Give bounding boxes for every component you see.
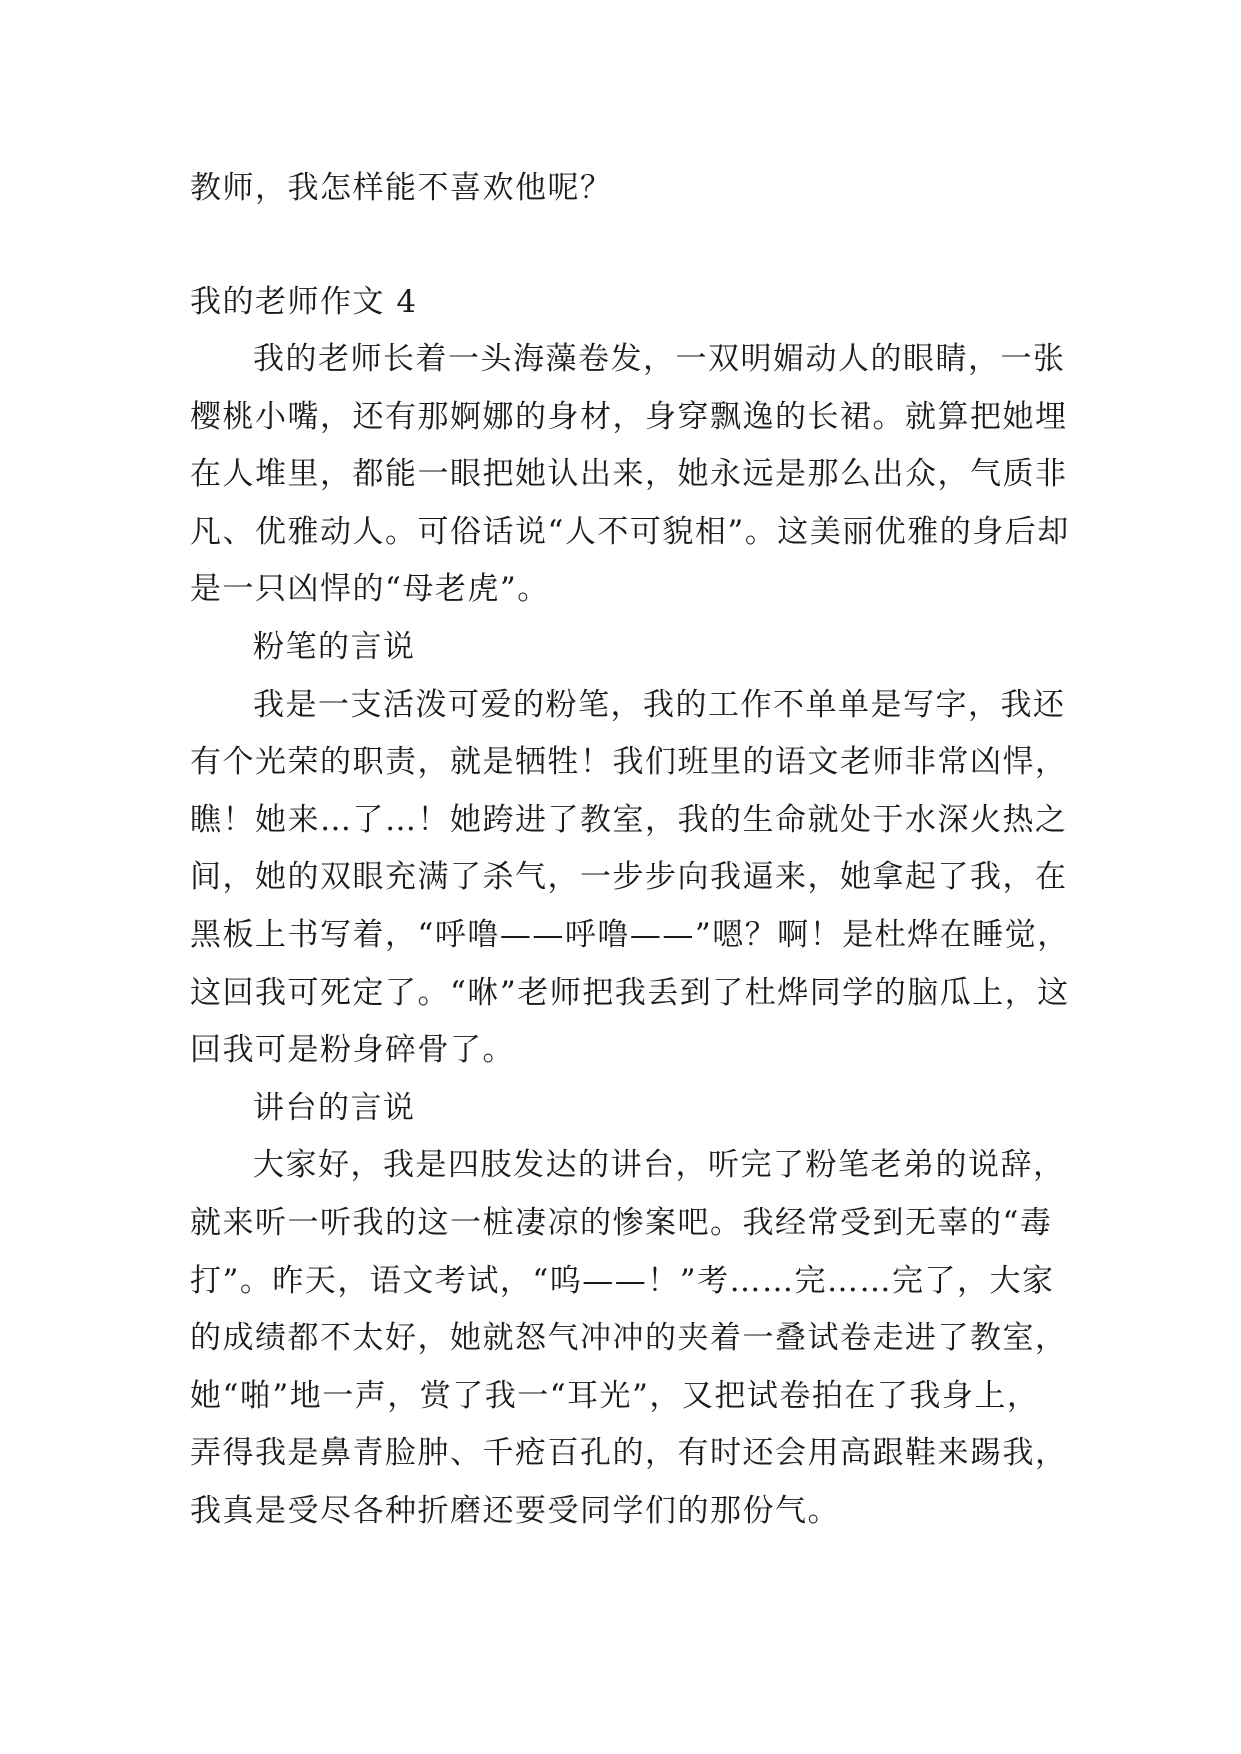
continuation-paragraph: 教师，我怎样能不喜欢他呢？ <box>190 170 613 206</box>
section-heading: 我的老师作文 4 <box>190 284 418 320</box>
continuation-text <box>190 160 1070 218</box>
chalk-heading: 粉笔的言说 <box>253 628 416 665</box>
podium-paragraph: 大家好，我是四肢发达的讲台，听完了粉笔老弟的说辞，就来听一听我的这一桩凄凉的惨案吧。我经常受到无辜的“毒打”。昨天，语文考试，“呜——！”考……完……完了，大家的成绩都不太好，她就怒气冲冲的夹着一叠试卷走进了教室，她“啪”地一声，赏了我一“耳光”，又把试卷拍在了我身上，弄得我是鼻青脸肿、千疮百孔的，有时还会用高跟鞋来踢我，我真是受尽各种折磨还要受同学们的那份气。 <box>190 1147 1068 1529</box>
article-body <box>190 331 1070 1540</box>
chalk-paragraph: 我是一支活泼可爱的粉笔，我的工作不单单是写字，我还有个光荣的职责，就是牺牲！我们班里的语文老师非常凶悍，瞧！她来…了…！她跨进了教室，我的生命就处于水深火热之间，她的双眼充满了杀气，一步步向我逼来，她拿起了我，在黑板上书写着，“呼噜——呼噜——”嗯？啊！是杜烨在睡觉，这回我可死定了。“咻”老师把我丢到了杜烨同学的脑瓜上，这回我可是粉身碎骨了。 <box>190 686 1070 1069</box>
section-title <box>190 274 1070 332</box>
intro-paragraph: 我的老师长着一头海藻卷发，一双明媚动人的眼睛，一张樱桃小嘴，还有那婀娜的身材，身穿飘逸的长裙。就算把她埋在人堆里，都能一眼把她认出来，她永远是那么出众，气质非凡、优雅动人。可俗话说“人不可貌相”。这美丽优雅的身后却是一只凶悍的“母老虎”。 <box>190 341 1070 608</box>
podium-heading: 讲台的言说 <box>253 1089 416 1126</box>
